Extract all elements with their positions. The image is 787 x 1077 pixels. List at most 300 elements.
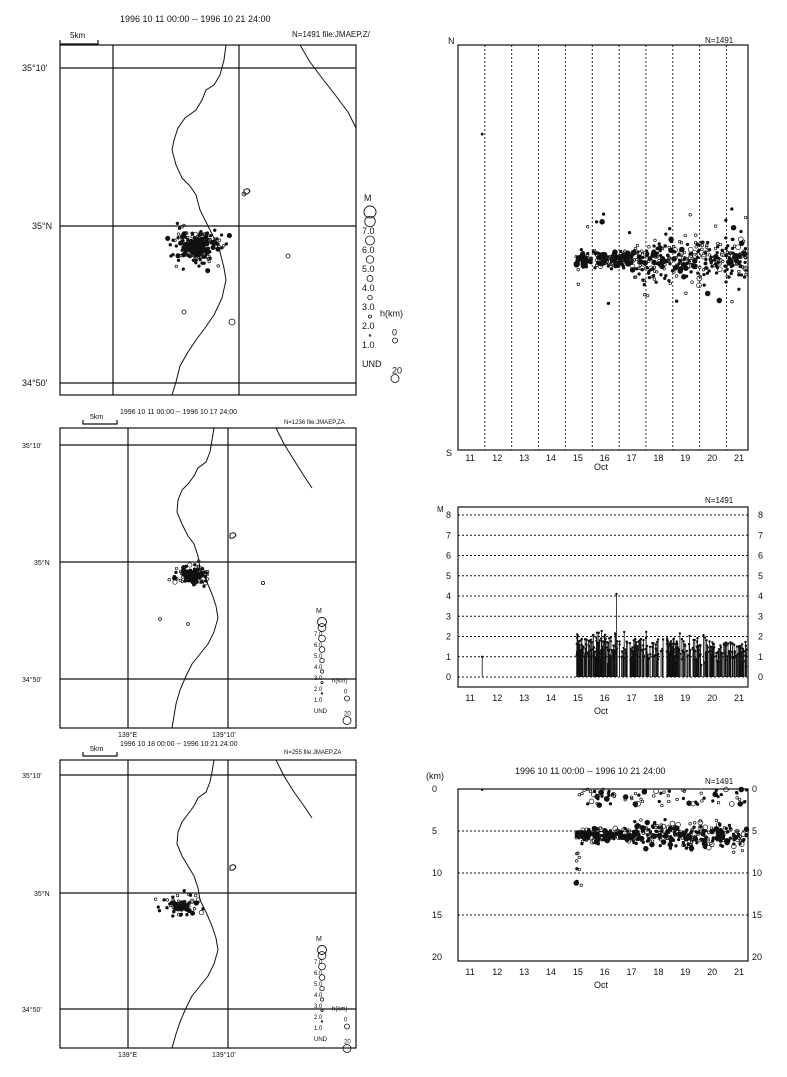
spacetime-point (619, 250, 622, 253)
spacetime-point (697, 272, 700, 275)
magnitude-point (706, 644, 708, 646)
spacetime-point (664, 245, 667, 248)
spacetime-point (725, 247, 728, 250)
map-event (187, 575, 190, 578)
magnitude-point (655, 649, 657, 651)
magnitude-point (578, 646, 580, 648)
spacetime-point (738, 288, 741, 291)
x-tick-label: 15 (572, 453, 583, 463)
depth-point (673, 826, 678, 831)
spacetime-point (654, 239, 657, 242)
magnitude-point (734, 656, 736, 658)
spacetime-point (701, 244, 704, 247)
magnitude-y-tick-left: 4 (446, 591, 452, 601)
spacetime-point (695, 246, 698, 249)
map-event (229, 319, 235, 325)
magnitude-point (706, 654, 708, 656)
depth-point (589, 790, 592, 793)
depth-point (690, 849, 693, 852)
depth-point (690, 845, 693, 848)
depth-point (652, 834, 657, 839)
map-event (209, 257, 212, 260)
spacetime-point (596, 252, 599, 255)
depth-point (664, 818, 667, 821)
spacetime-point (619, 263, 622, 266)
legend-circle (321, 693, 323, 695)
spacetime-point (642, 256, 645, 259)
map-event (203, 571, 206, 574)
depth-point (703, 825, 708, 830)
magnitude-point (606, 646, 608, 648)
map-event (200, 250, 203, 253)
legend-circle (321, 1021, 323, 1023)
magnitude-point (700, 664, 702, 666)
map-event (178, 227, 181, 230)
magnitude-point (697, 649, 699, 651)
map-event (169, 244, 172, 247)
magnitude-point (707, 651, 709, 653)
magnitude-point (673, 648, 675, 650)
map-event (211, 245, 215, 249)
depth-point (706, 845, 711, 850)
legend-depth-title: h(km) (332, 1006, 348, 1013)
magnitude-point (649, 646, 651, 648)
magnitude-point (721, 652, 723, 654)
depth-point (745, 789, 748, 792)
map1-lat-label-1: 35°10' (22, 63, 48, 73)
legend-mag-label: 5.0 (362, 264, 375, 274)
map3-n-label: N=255 file:JMAEP,ZA (284, 750, 342, 756)
spacetime-points (481, 133, 748, 305)
magnitude-y-tick-left: 5 (446, 570, 452, 581)
map-event (177, 237, 180, 240)
spacetime-point (713, 259, 716, 262)
legend-depth-label: 0 (344, 1017, 348, 1024)
magnitude-point (723, 644, 725, 646)
spacetime-point (580, 248, 583, 251)
x-tick-label: 11 (465, 693, 475, 703)
spacetime-point (648, 246, 651, 249)
depth-point (696, 803, 699, 806)
depth-point (670, 839, 673, 842)
magnitude-point (598, 632, 600, 634)
depth-ylabel: (km) (426, 771, 444, 781)
legend-mag-label: UND (314, 1037, 327, 1043)
map-event (172, 576, 176, 580)
magnitude-point (657, 653, 659, 655)
depth-y-tick-left: 20 (432, 952, 443, 962)
magnitude-y-tick-right: 5 (758, 570, 764, 581)
spacetime-point (653, 278, 656, 281)
spacetime-point (745, 273, 748, 276)
x-tick-label: 19 (680, 693, 691, 703)
spacetime-point (744, 216, 747, 219)
magnitude-point (613, 649, 615, 651)
depth-point (634, 820, 637, 823)
spacetime-point (600, 219, 605, 224)
map-event (215, 241, 218, 244)
magnitude-point (733, 652, 735, 654)
depth-point (578, 794, 581, 797)
spacetime-point (658, 262, 663, 267)
spacetime-point (652, 274, 655, 277)
magnitude-point (618, 640, 620, 642)
depth-y-ticks (432, 784, 762, 962)
magnitude-point (583, 655, 585, 657)
depth-point (605, 797, 610, 802)
spacetime-top-label: N (448, 36, 455, 46)
legend-mag-label: 4.0 (314, 665, 323, 671)
magnitude-point (676, 646, 678, 648)
depth-point (668, 790, 671, 793)
spacetime-point (690, 255, 693, 258)
magnitude-point (615, 593, 617, 595)
map-event (176, 254, 180, 258)
map-event (175, 567, 178, 570)
depth-point (638, 794, 641, 797)
spacetime-point (578, 255, 581, 258)
spacetime-point (574, 261, 579, 266)
spacetime-point (685, 292, 688, 295)
magnitude-point (686, 650, 688, 652)
magnitude-point (708, 640, 710, 642)
spacetime-point (738, 263, 741, 266)
spacetime-point (678, 262, 681, 265)
depth-point (660, 826, 663, 829)
map2-lat-label-3: 34°50' (22, 677, 42, 684)
depth-point (575, 860, 578, 863)
depth-point (738, 798, 741, 801)
spacetime-point (580, 252, 585, 257)
magnitude-point (715, 652, 717, 654)
map-event (227, 233, 231, 237)
magnitude-point (603, 636, 605, 638)
map3-legend-m: M (316, 936, 322, 943)
magnitude-point (655, 643, 657, 645)
x-tick-label: 20 (707, 967, 718, 977)
depth-point (598, 803, 601, 806)
spacetime-point (641, 250, 644, 253)
magnitude-point (636, 645, 638, 647)
map-event (201, 262, 204, 265)
depth-frame (458, 789, 748, 961)
spacetime-point (646, 266, 649, 269)
magnitude-point (725, 644, 727, 646)
spacetime-point (672, 257, 677, 262)
magnitude-y-tick-right: 8 (758, 510, 764, 520)
magnitude-point (681, 638, 683, 640)
legend-circle (366, 236, 375, 245)
x-tick-label: 14 (545, 693, 556, 703)
legend-circle (367, 276, 373, 282)
spacetime-point (736, 245, 741, 250)
map-event (184, 580, 187, 583)
spacetime-point (610, 268, 613, 271)
depth-point (605, 838, 610, 843)
spacetime-point (595, 221, 598, 224)
magnitude-point (610, 636, 612, 638)
magnitude-point (636, 647, 638, 649)
map-event (175, 265, 178, 268)
magnitude-point (649, 653, 651, 655)
depth-point (597, 843, 600, 846)
map3-frame (60, 760, 356, 1048)
spacetime-point (581, 265, 584, 268)
x-tick-label: 21 (733, 693, 744, 703)
magnitude-point (738, 648, 740, 650)
spacetime-point (715, 272, 718, 275)
spacetime-point (701, 241, 704, 244)
map1-scale-bar (60, 31, 98, 44)
spacetime-point (719, 243, 722, 246)
magnitude-point (678, 649, 680, 651)
map-event (189, 894, 192, 897)
magnitude-point (645, 648, 647, 650)
spacetime-point (739, 265, 742, 268)
depth-point (617, 831, 622, 836)
depth-point (729, 802, 734, 807)
magnitude-point (745, 645, 747, 647)
spacetime-point (703, 273, 706, 276)
map-panel-1 (22, 14, 403, 395)
spacetime-point (724, 265, 727, 268)
legend-mag-label: UND (362, 359, 382, 369)
depth-point (715, 789, 718, 792)
depth-point (722, 831, 725, 834)
spacetime-point (716, 245, 719, 248)
legend-mag-label: 6.0 (314, 971, 323, 977)
depth-point (608, 794, 611, 797)
spacetime-point (744, 261, 747, 264)
map-event (200, 580, 203, 583)
spacetime-point (725, 219, 728, 222)
spacetime-point (663, 277, 666, 280)
magnitude-point (640, 638, 642, 640)
spacetime-point (731, 261, 734, 264)
depth-point (689, 823, 692, 826)
spacetime-point (661, 259, 664, 262)
x-tick-label: 19 (680, 967, 691, 977)
magnitude-point (614, 645, 616, 647)
x-tick-label: 20 (707, 453, 718, 463)
magnitude-point (719, 644, 721, 646)
spacetime-point (602, 213, 605, 216)
legend-depth-label: 20 (344, 711, 351, 718)
spacetime-point (726, 268, 729, 271)
depth-x-ticks (465, 967, 744, 977)
spacetime-point (731, 300, 734, 303)
x-tick-label: 18 (653, 967, 664, 977)
depth-title: 1996 10 11 00:00 -- 1996 10 21 24:00 (515, 766, 666, 776)
legend-mag-label: 4.0 (314, 993, 323, 999)
magnitude-y-tick-left: 3 (446, 611, 452, 622)
map-event (203, 585, 206, 588)
magnitude-point (694, 639, 696, 641)
legend-mag-label: 3.0 (314, 676, 323, 682)
depth-point (672, 839, 675, 842)
depth-point (719, 840, 722, 843)
magnitude-point (576, 643, 578, 645)
x-tick-label: 12 (492, 967, 503, 977)
magnitude-point (616, 647, 618, 649)
map-event (172, 915, 175, 918)
map-event (206, 578, 209, 581)
spacetime-point (709, 258, 712, 261)
spacetime-point (693, 253, 698, 258)
depth-point (648, 829, 651, 832)
magnitude-point (741, 643, 743, 645)
magnitude-point (671, 647, 673, 649)
spacetime-point (721, 249, 724, 252)
map-event (183, 908, 186, 911)
spacetime-point (594, 267, 597, 270)
magnitude-point (605, 641, 607, 643)
spacetime-point (660, 274, 663, 277)
map-event (166, 236, 170, 240)
magnitude-point (662, 638, 664, 640)
depth-point (717, 801, 720, 804)
depth-point (699, 826, 702, 829)
depth-point (733, 834, 736, 837)
spacetime-point (690, 271, 693, 274)
depth-point (645, 820, 650, 825)
map-event (158, 909, 161, 912)
magnitude-point (623, 631, 625, 633)
spacetime-point (656, 247, 659, 250)
magnitude-point (743, 650, 745, 652)
magnitude-point (744, 641, 746, 643)
magnitude-point (645, 631, 647, 633)
legend-circle (321, 681, 323, 683)
map-event (205, 253, 208, 256)
map1-legend (362, 193, 403, 383)
depth-point (676, 798, 679, 801)
depth-point (682, 797, 685, 800)
depth-point (578, 868, 581, 871)
magnitude-point (739, 654, 741, 656)
legend-circle (318, 952, 326, 960)
map-panel-3 (22, 741, 356, 1059)
legend-mag-label: 2.0 (314, 1015, 323, 1021)
map-event (166, 899, 169, 902)
magnitude-point (651, 655, 653, 657)
magnitude-point (609, 654, 611, 656)
spacetime-point (731, 247, 734, 250)
legend-depth-circle (345, 696, 350, 701)
depth-point (673, 833, 676, 836)
depth-point (712, 837, 715, 840)
depth-point (727, 830, 730, 833)
magnitude-y-tick-right: 3 (758, 611, 764, 622)
depth-point (737, 833, 740, 836)
spacetime-point (708, 248, 711, 251)
map-event (182, 268, 185, 271)
depth-point (640, 819, 643, 822)
map-event (184, 249, 187, 252)
depth-point (700, 792, 703, 795)
depth-point (687, 801, 692, 806)
map-event (186, 913, 189, 916)
spacetime-point (678, 259, 681, 262)
depth-point (601, 795, 604, 798)
spacetime-n-label: N=1491 (705, 36, 734, 45)
legend-mag-label: 5.0 (314, 654, 323, 660)
depth-point (660, 792, 663, 795)
spacetime-point (695, 234, 698, 237)
map3-lat-label-2: 35°N (34, 891, 50, 898)
depth-point (587, 829, 590, 832)
depth-point (745, 835, 748, 838)
map2-legend (314, 608, 351, 725)
spacetime-point (585, 266, 588, 269)
map-event (185, 565, 188, 568)
spacetime-point (728, 276, 731, 279)
depth-point (669, 835, 672, 838)
magnitude-point (614, 634, 616, 636)
spacetime-point (646, 294, 649, 297)
depth-point (586, 803, 589, 806)
magnitude-point (666, 639, 668, 641)
map-event (189, 255, 192, 258)
spacetime-point (711, 265, 714, 268)
depth-point (634, 792, 637, 795)
magnitude-point (713, 643, 715, 645)
legend-depth-label: 20 (344, 1039, 351, 1046)
map1-events (166, 192, 291, 325)
spacetime-frame (458, 45, 748, 450)
depth-point (677, 838, 680, 841)
magnitude-x-ticks (465, 693, 744, 703)
magnitude-y-tick-left: 1 (446, 651, 452, 662)
map-event (172, 253, 175, 256)
depth-y-tick-right: 5 (752, 826, 758, 836)
magnitude-bars (481, 593, 748, 677)
x-tick-label: 16 (599, 453, 610, 463)
magnitude-point (681, 649, 683, 651)
map3-scale-bar (83, 746, 117, 756)
spacetime-point (686, 243, 689, 246)
map-event (175, 571, 178, 574)
map3-lat-label-3: 34°50' (22, 1007, 42, 1014)
magnitude-point (679, 632, 681, 634)
magnitude-y-tick-right: 1 (758, 651, 764, 662)
x-tick-label: 19 (680, 453, 691, 463)
map-event (191, 235, 194, 238)
depth-point (702, 838, 707, 843)
spacetime-point (679, 247, 684, 252)
magnitude-point (577, 635, 579, 637)
magnitude-point (618, 643, 620, 645)
magnitude-point (607, 649, 609, 651)
magnitude-n-label: N=1491 (705, 496, 734, 505)
depth-point (729, 837, 732, 840)
legend-mag-label: 3.0 (314, 1004, 323, 1010)
spacetime-point (740, 230, 743, 233)
x-tick-label: 17 (626, 693, 637, 703)
spacetime-point (577, 283, 580, 286)
depth-chart (426, 766, 762, 990)
legend-mag-label: 4.0 (362, 283, 375, 293)
map-event (195, 262, 198, 265)
legend-mag-label: 2.0 (314, 687, 323, 693)
depth-point (670, 821, 675, 826)
spacetime-point (684, 234, 687, 237)
map1-legend-m: M (364, 193, 372, 203)
spacetime-point (733, 245, 736, 248)
depth-point (720, 844, 723, 847)
spacetime-point (697, 283, 702, 288)
map-event (174, 906, 177, 909)
